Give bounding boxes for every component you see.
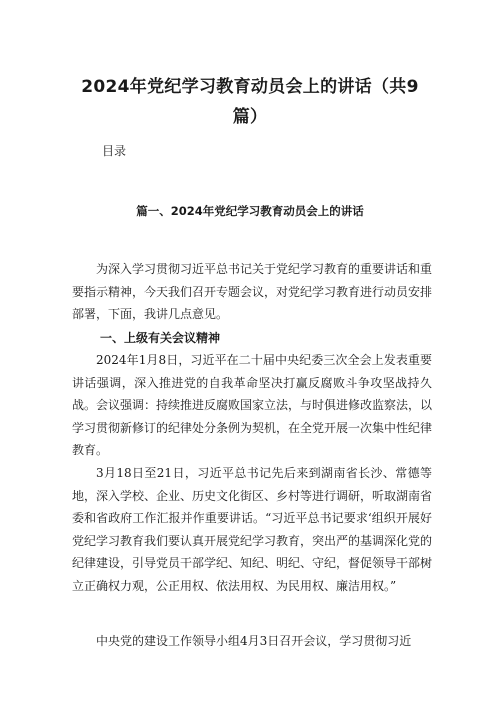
paragraph-4: 中央党的建设工作领导小组4月3日召开会议，学习贯彻习近	[96, 634, 412, 648]
paragraph-intro: 为深入学习贯彻习近平总书记关于党纪学习教育的重要讲话和重要指示精神，今天我们召开专题会议，对党纪学习教育进行动员安排部署，下面，我讲几点意见。	[72, 262, 433, 321]
paragraph-2: 2024年1月8日，习近平在二十届中央纪委三次全会上发表重要讲话强调，深入推进党的自我革命坚决打赢反腐败斗争攻坚战持久战。会议强调：持续推进反腐败国家立法，与时俱进修改监察法，以学习贯彻新修订的纪律处分条例为契机，在全党开展一次集中性纪律教育。	[72, 353, 433, 457]
document-title-line-2: 篇）	[232, 107, 268, 127]
document-title	[60, 72, 440, 132]
section-title: 篇一、2024年党纪学习教育动员会上的讲话	[136, 204, 364, 218]
paragraph-3: 3月18日至21日，习近平总书记先后来到湖南省长沙、常德等地，深入学校、企业、历史文化街区、乡村等进行调研，听取湖南省委和省政府工作汇报并作重要讲话。“习近平总书记要求‘组织开展好党纪学习教育我们要认真开展党纪学习教育，突出严的基调深化党的纪律建设，引导党员干部学纪、知纪、明纪、守纪，督促领导干部树立正确权力观，公正用权、依法用权、为民用权、廉洁用权。”	[72, 466, 433, 593]
toc-label: 目录	[102, 144, 127, 158]
section-heading-1: 一、上级有关会议精神	[100, 331, 221, 345]
document-title-line-1: 2024年党纪学习教育动员会上的讲话（共9	[81, 77, 419, 97]
